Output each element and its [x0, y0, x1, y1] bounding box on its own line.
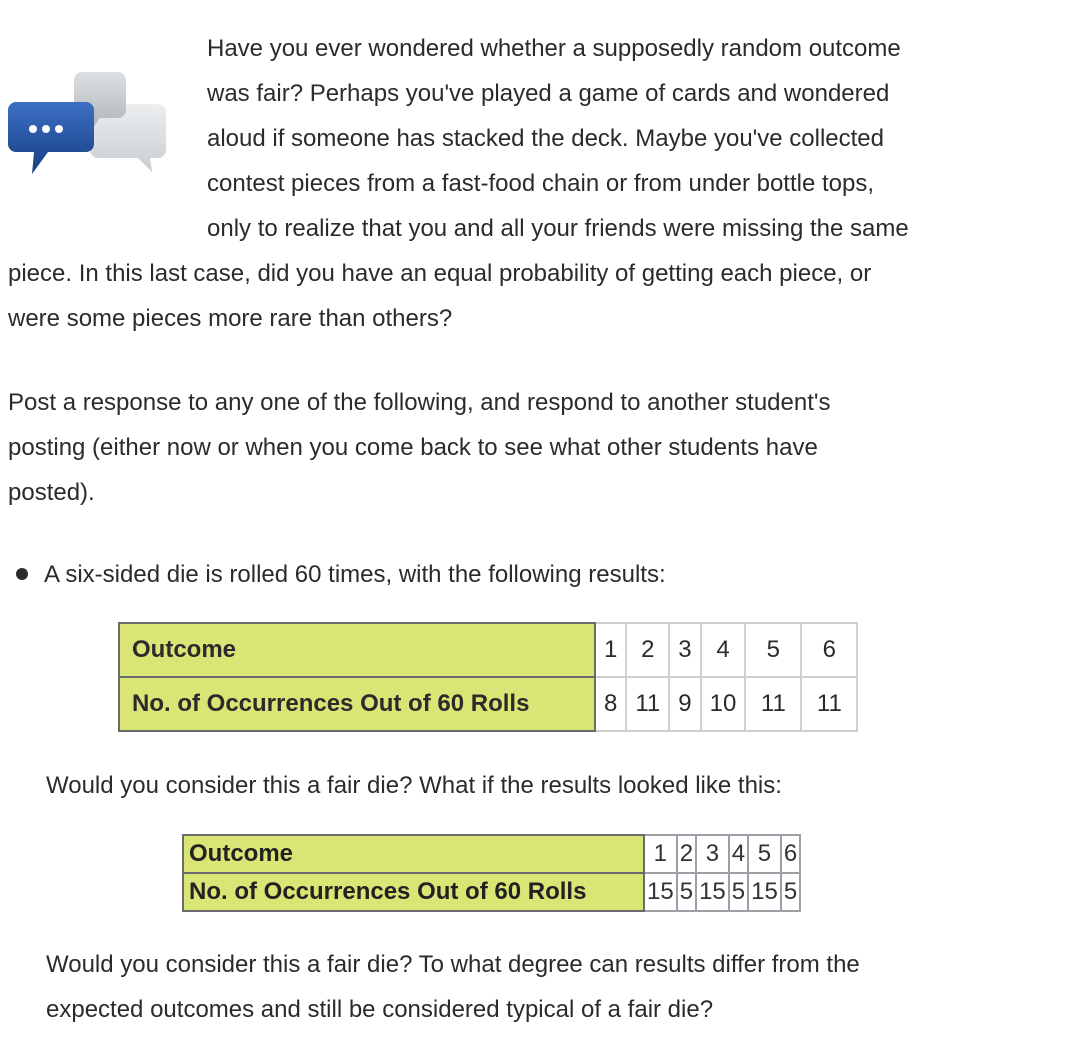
question-2-line: expected outcomes and still be considered typical of a fair die?	[46, 996, 714, 1023]
intro-paragraph	[8, 26, 968, 341]
bullet-item	[16, 552, 666, 597]
count-cell: 5	[677, 873, 696, 911]
instructions-line: posted).	[8, 479, 95, 506]
outcome-cell: 3	[696, 835, 729, 873]
occurrences-header-cell: No. of Occurrences Out of 60 Rolls	[183, 873, 644, 911]
count-cell: 15	[644, 873, 677, 911]
count-cell: 8	[595, 677, 626, 731]
outcome-cell: 1	[595, 623, 626, 677]
outcome-header-cell: Outcome	[183, 835, 644, 873]
outcome-cell: 4	[701, 623, 746, 677]
outcome-cell: 1	[644, 835, 677, 873]
instructions-paragraph	[8, 380, 968, 515]
outcome-cell: 2	[677, 835, 696, 873]
count-cell: 11	[801, 677, 857, 731]
count-cell: 10	[701, 677, 746, 731]
bullet-text: A six-sided die is rolled 60 times, with the following results:	[44, 561, 666, 588]
outcome-header-cell: Outcome	[119, 623, 595, 677]
count-cell: 15	[696, 873, 729, 911]
count-cell: 11	[745, 677, 801, 731]
occurrences-header-cell: No. of Occurrences Out of 60 Rolls	[119, 677, 595, 731]
intro-line: were some pieces more rare than others?	[8, 305, 453, 332]
outcome-cell: 2	[626, 623, 669, 677]
results-table-2	[182, 834, 801, 912]
count-cell: 5	[729, 873, 748, 911]
question-1: Would you consider this a fair die? What if the results looked like this:	[46, 772, 782, 799]
count-cell: 5	[781, 873, 800, 911]
count-cell: 11	[626, 677, 669, 731]
table-row	[183, 873, 800, 911]
results-table-1	[118, 622, 858, 732]
intro-line: was fair? Perhaps you've played a game of cards and wondered	[207, 80, 890, 107]
instructions-line: posting (either now or when you come back to see what other students have	[8, 434, 818, 461]
outcome-cell: 5	[748, 835, 781, 873]
question-2-line: Would you consider this a fair die? To what degree can results differ from the	[46, 951, 860, 978]
outcome-cell: 3	[669, 623, 700, 677]
table-row	[119, 677, 857, 731]
table-row	[119, 623, 857, 677]
count-cell: 9	[669, 677, 700, 731]
table-row	[183, 835, 800, 873]
outcome-cell: 4	[729, 835, 748, 873]
intro-line: Have you ever wondered whether a supposedly random outcome	[207, 35, 901, 62]
count-cell: 15	[748, 873, 781, 911]
outcome-cell: 5	[745, 623, 801, 677]
intro-line: contest pieces from a fast-food chain or from under bottle tops,	[207, 170, 875, 197]
intro-line: aloud if someone has stacked the deck. Maybe you've collected	[207, 125, 884, 152]
intro-line: only to realize that you and all your friends were missing the same	[207, 215, 909, 242]
intro-line: piece. In this last case, did you have an equal probability of getting each piece, or	[8, 260, 872, 287]
bullet-icon	[16, 568, 28, 580]
outcome-cell: 6	[781, 835, 800, 873]
outcome-cell: 6	[801, 623, 857, 677]
question-2	[46, 942, 1046, 1032]
instructions-line: Post a response to any one of the following, and respond to another student's	[8, 389, 831, 416]
